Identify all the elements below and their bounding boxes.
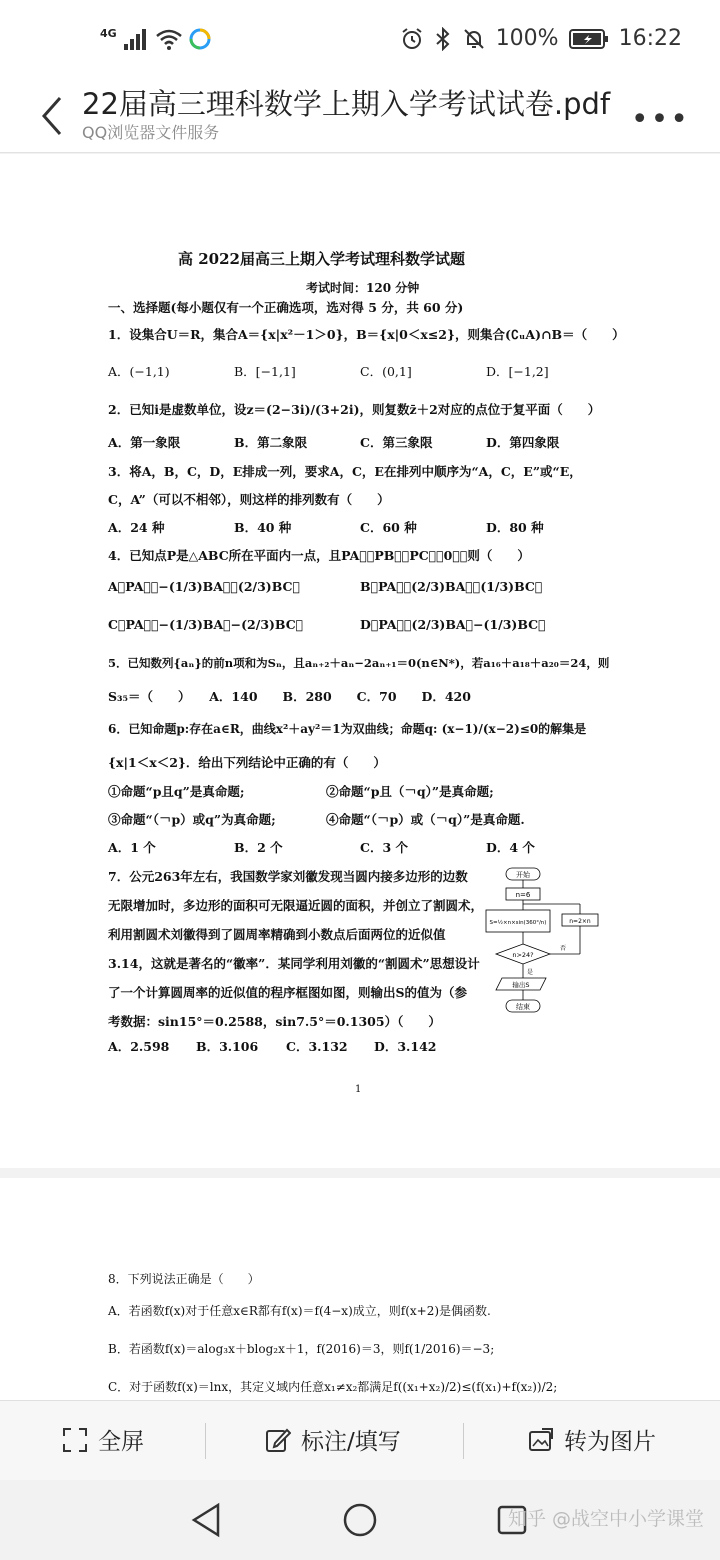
system-nav-bar [0, 1480, 720, 1560]
network-type: 4G [100, 26, 117, 40]
more-options-icon[interactable]: ••• [630, 102, 690, 137]
bottom-toolbar [0, 1400, 720, 1481]
pdf-page-1 [0, 154, 720, 1168]
fullscreen-label: 全屏 [98, 1429, 144, 1455]
toolbar-divider [463, 1423, 464, 1459]
q7-option-c: C．3.132 [286, 1039, 348, 1054]
nav-back-icon[interactable] [190, 1502, 224, 1538]
back-icon[interactable] [32, 88, 72, 144]
fullscreen-button[interactable] [62, 1423, 144, 1456]
q7-option-d: D．3.142 [374, 1039, 437, 1054]
bluetooth-icon [434, 27, 452, 51]
flowchart [484, 866, 602, 1031]
question-3-line-2: C，A”（可以不相邻），则这样的排列数有（ ） [108, 492, 390, 507]
q6-statement-4: ④命题“（￢p）或（￢q）”是真命题. [326, 812, 525, 827]
q1-option-a: A．(−1,1) [108, 364, 170, 379]
file-source: QQ浏览器文件服务 [82, 123, 220, 142]
section-heading: 一、选择题(每小题仅有一个正确选项，选对得 5 分，共 60 分) [108, 300, 464, 315]
clock: 16:22 [618, 26, 682, 51]
file-header [0, 80, 720, 153]
status-right [400, 26, 682, 51]
edit-icon [265, 1427, 291, 1453]
q1-option-c: C．(0,1] [360, 364, 412, 379]
q4-option-c: C．PA⃗＝−(1/3)BA⃗−(2/3)BC⃗ [108, 617, 304, 632]
annotate-label: 标注/填写 [301, 1429, 401, 1455]
question-7-line-6: 考数据：sin15°＝0.2588，sin7.5°＝0.1305）（ ） [108, 1014, 441, 1029]
flow-end: 结束 [516, 1003, 530, 1011]
q6-option-a: A．1 个 [108, 840, 156, 855]
flow-calc: S=½×n×sin(360°/n) [489, 920, 547, 926]
question-5-line-2: S₃₅＝（ ） A．140 B．280 C．70 D．420 [108, 689, 471, 704]
alarm-icon [400, 27, 424, 51]
flow-output: 输出S [512, 981, 530, 989]
watermark: 知乎 @战空中小学课堂 [507, 1508, 704, 1530]
q1-option-d: D．[−1,2] [486, 364, 549, 379]
fullscreen-icon [62, 1427, 88, 1453]
exam-title: 高 2022届高三上期入学考试理科数学试题 [178, 250, 465, 268]
q8-option-a: A．若函数f(x)对于任意x∈R都有f(x)＝f(4−x)成立，则f(x+2)是偶函数. [108, 1304, 491, 1318]
q4-option-a: A．PA⃗＝−(1/3)BA⃗＋(2/3)BC⃗ [108, 579, 300, 594]
q4-option-b: B．PA⃗＝(2/3)BA⃗＋(1/3)BC⃗ [360, 579, 543, 594]
file-title: 22届高三理科数学上期入学考试试卷.pdf [82, 87, 611, 121]
q2-option-c: C．第三象限 [360, 435, 433, 450]
q8-option-b: B．若函数f(x)＝alog₃x＋blog₂x＋1，f(2016)＝3，则f(1/2016)＝−3; [108, 1342, 495, 1356]
q7-option-b: B．3.106 [196, 1039, 259, 1054]
q2-option-b: B．第二象限 [234, 435, 308, 450]
convert-to-image-label: 转为图片 [564, 1429, 656, 1455]
exam-time: 考试时间：120 分钟 [306, 281, 420, 295]
page-number: 1 [355, 1084, 362, 1095]
annotate-button[interactable] [265, 1423, 401, 1456]
app-notification-icon [189, 28, 211, 50]
q6-statement-2: ②命题“p且（￢q）”是真命题; [326, 784, 494, 799]
q6-option-d: D．4 个 [486, 840, 535, 855]
flow-no: 否 [560, 945, 567, 952]
q6-statement-1: ①命题“p且q”是真命题; [108, 784, 245, 799]
question-6-line-2: {x|1＜x＜2}．给出下列结论中正确的有（ ） [108, 755, 386, 770]
pdf-page-2 [0, 1178, 720, 1400]
status-bar [0, 0, 720, 80]
question-4: 4．已知点P是△ABC所在平面内一点，且PA⃗＋PB⃗＋PC⃗＝0⃗，则（ ） [108, 548, 530, 563]
q2-option-a: A．第一象限 [108, 435, 181, 450]
toolbar-divider [205, 1423, 206, 1459]
question-7-line-5: 了一个计算圆周率的近似值的程序框图如图，则输出S的值为（参 [108, 985, 468, 1000]
wifi-icon [155, 28, 183, 50]
q2-option-d: D．第四象限 [486, 435, 560, 450]
q8-option-c: C．对于函数f(x)＝lnx，其定义域内任意x₁≠x₂都满足f((x₁+x₂)/2)≤(f(x₁)+f(x₂))/2; [108, 1380, 558, 1394]
q6-statement-3: ③命题“（￢p）或q”为真命题; [108, 812, 276, 827]
status-left [100, 28, 211, 50]
q3-option-a: A．24 种 [108, 520, 165, 535]
q7-option-a: A．2.598 [108, 1039, 170, 1054]
q6-option-c: C．3 个 [360, 840, 408, 855]
question-6-line-1: 6．已知命题p:存在a∈R，曲线x²＋ay²＝1为双曲线；命题q: (x−1)/(x−2)≤0的解集是 [108, 722, 587, 736]
flow-yes: 是 [527, 969, 534, 976]
battery-percent: 100% [495, 26, 559, 51]
signal-icon [123, 28, 149, 50]
flow-start: 开始 [516, 871, 530, 879]
question-7-line-4: 3.14，这就是著名的“徽率”．某同学利用刘徽的“割圆术”思想设计 [108, 956, 480, 971]
question-7-line-3: 利用割圆术刘徽得到了圆周率精确到小数点后面两位的近似值 [108, 927, 446, 942]
q3-option-b: B．40 种 [234, 520, 292, 535]
battery-icon [569, 28, 609, 50]
question-7-line-2: 无限增加时，多边形的面积可无限逼近圆的面积，并创立了割圆术， [108, 898, 484, 913]
question-2: 2．已知i是虚数单位，设z＝(2−3i)/(3+2i)，则复数z̄＋2对应的点位于复平面（ ） [108, 402, 601, 417]
flow-init: n=6 [515, 891, 531, 899]
question-3-line-1: 3．将A，B，C，D，E排成一列，要求A，C，E在排列中顺序为“A，C，E”或“E， [108, 464, 582, 479]
image-convert-icon [528, 1427, 554, 1453]
question-8: 8．下列说法正确是（ ） [108, 1272, 260, 1286]
q6-option-b: B．2 个 [234, 840, 283, 855]
question-1: 1．设集合U＝R，集合A＝{x|x²－1＞0}，B＝{x|0＜x≤2}，则集合(∁ᵤA)∩B＝（ ） [108, 327, 625, 342]
question-5-line-1: 5．已知数列{aₙ}的前n项和为Sₙ，且aₙ₊₂＋aₙ−2aₙ₊₁＝0(n∈N*)，若a₁₆＋a₁₈＋a₂₀＝24，则 [108, 656, 610, 670]
q4-option-d: D．PA⃗＝(2/3)BA⃗−(1/3)BC⃗ [360, 617, 546, 632]
nav-home-icon[interactable] [342, 1502, 378, 1538]
q3-option-c: C．60 种 [360, 520, 417, 535]
question-7-line-1: 7．公元263年左右，我国数学家刘徽发现当圆内接多边形的边数 [108, 869, 468, 884]
flow-update: n=2×n [569, 918, 591, 925]
mute-icon [462, 27, 486, 51]
flow-condition: n>24? [512, 951, 534, 959]
convert-to-image-button[interactable] [528, 1423, 656, 1456]
q1-option-b: B．[−1,1] [234, 364, 296, 379]
q3-option-d: D．80 种 [486, 520, 544, 535]
